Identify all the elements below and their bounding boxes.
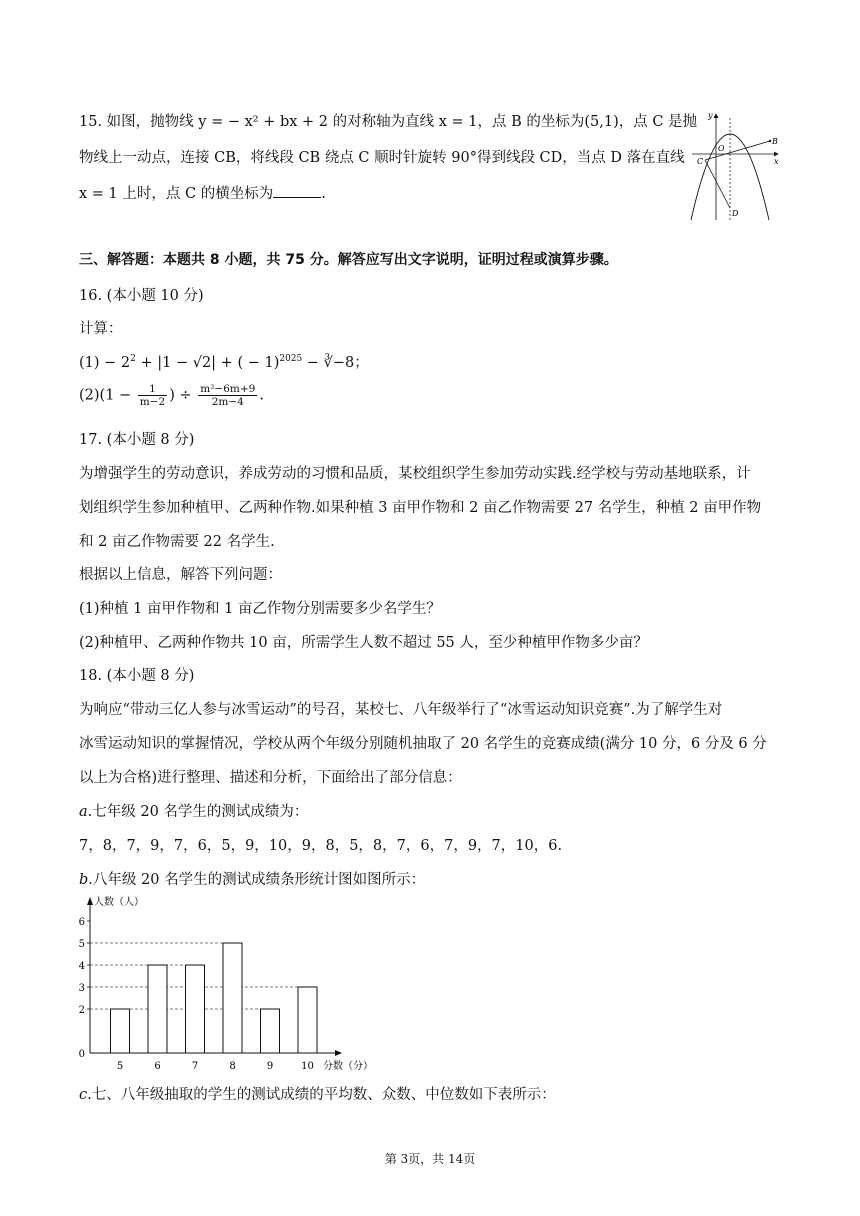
- y-tick-label-3: 3: [78, 983, 85, 994]
- label-o: O: [718, 144, 725, 153]
- y-tick-label-5: 5: [78, 939, 85, 950]
- fraction-2-num: m²−6m+9: [200, 383, 256, 395]
- y-tick-label-4: 4: [78, 961, 85, 972]
- label-c: C: [697, 157, 704, 166]
- q15-line-1: 15. 如图，抛物线 y = − x² + bx + 2 的对称轴为直线 x = 1，点 B 的坐标为(5,1)，点 C 是抛: [79, 114, 698, 130]
- q18-line-2: 冰雪运动知识的掌握情况，学校从两个年级分别随机抽取了 20 名学生的竞赛成绩(满分 10 分，6 分及 6 分: [79, 736, 767, 752]
- bar-10: [298, 987, 317, 1053]
- page-footer: 第 3页，共 14页: [384, 1152, 476, 1166]
- y-axis-label: 人数（人）: [94, 897, 144, 908]
- q18-item-c: [79, 1083, 556, 1104]
- label-x: x: [774, 157, 779, 166]
- q16-p1-prefix: (1) − 2: [79, 355, 131, 371]
- x-axis-label: 分数（分）: [323, 1061, 373, 1072]
- bar-9: [261, 1009, 280, 1053]
- q15-line-2: 物线上一动点，连接 CB，将线段 CB 绕点 C 顺时针旋转 90°得到线段 CD，当点 D 落在直线: [79, 150, 685, 166]
- item-a-text: 七年级 20 名学生的测试成绩为：: [92, 804, 309, 820]
- q18-item-b: [79, 868, 425, 889]
- x-tick-label-6: 6: [154, 1061, 161, 1072]
- label-b: B: [772, 137, 778, 146]
- q17-line-2: 划组织学生参加种植甲、乙两种作物.如果种植 3 亩甲作物和 2 亩乙作物需要 27 名学生，种植 2 亩甲作物: [79, 500, 762, 516]
- item-c-label: c.: [79, 1087, 92, 1103]
- fraction-2-den: 2m−4: [211, 396, 244, 408]
- q15-line-3-text: x = 1 上时，点 C 的横坐标为: [79, 186, 274, 202]
- q17-part-1: (1)种植 1 亩甲作物和 1 亩乙作物分别需要多少名学生？: [79, 601, 441, 617]
- q16-header: 16. (本小题 10 分): [79, 288, 204, 304]
- q16-p1-exp: 2: [130, 354, 136, 364]
- x-tick-label-7: 7: [191, 1061, 199, 1072]
- fraction-1: [138, 383, 167, 408]
- bar-6: [148, 965, 167, 1053]
- q16-p1-exp2: 2025: [279, 354, 303, 364]
- q17-line-4: 根据以上信息，解答下列问题：: [79, 567, 282, 583]
- fraction-1-num: 1: [138, 383, 167, 396]
- answer-blank: [273, 183, 321, 198]
- bar-7: [186, 965, 205, 1053]
- q16-part-1: [79, 351, 369, 372]
- label-d: D: [732, 209, 739, 218]
- x-tick-label-10: 10: [301, 1061, 314, 1072]
- q18-line-3: 以上为合格)进行整理、描述和分析，下面给出了部分信息：: [79, 770, 462, 786]
- x-tick-label-5: 5: [116, 1061, 124, 1072]
- x-axis-arrow: [335, 1050, 342, 1056]
- q18-item-a: [79, 800, 308, 821]
- q16-part-2: [79, 383, 264, 408]
- item-c-text: 七、八年级抽取的学生的测试成绩的平均数、众数、中位数如下表所示：: [91, 1087, 556, 1103]
- fraction-2: [198, 383, 257, 408]
- fraction-1-den: m−2: [139, 396, 166, 408]
- x-tick-label-9: 9: [266, 1061, 274, 1072]
- item-b-label: b.: [79, 872, 93, 888]
- item-b-text: 八年级 20 名学生的测试成绩条形统计图如图所示：: [92, 872, 426, 888]
- q16-p1-mid: + |1 − √2| + ( − 1): [135, 355, 280, 371]
- segment-cb: [705, 141, 770, 160]
- segment-cd: [705, 160, 730, 208]
- y-tick-label-0: 0: [78, 1049, 85, 1060]
- q17-line-3: 和 2 亩乙作物需要 22 名学生.: [79, 534, 275, 550]
- grade8-score-bar-chart: [70, 893, 380, 1073]
- item-a-label: a.: [79, 804, 93, 820]
- y-tick-label-6: 6: [78, 917, 85, 928]
- q17-header: 17. (本小题 8 分): [79, 432, 195, 448]
- x-tick-label-8: 8: [229, 1061, 236, 1072]
- bar-8: [223, 943, 242, 1053]
- q18-line-1: 为响应“带动三亿人参与冰雪运动”的号召，某校七、八年级举行了“冰雪运动知识竞赛”.为了解学生对: [79, 702, 723, 718]
- q17-part-2: (2)种植甲、乙两种作物共 10 亩，所需学生人数不超过 55 人，至少种植甲作物多少亩？: [79, 635, 648, 651]
- q16-p1-end: − ∛−8；: [302, 355, 369, 371]
- q15-line-3: [79, 182, 326, 203]
- q18-a-scores: 7，8，7，9，7，6，5，9，10，9，8，5，8，7，6，7，9，7，10，6.: [79, 838, 563, 854]
- y-tick-label-2: 2: [78, 1005, 85, 1016]
- q15-parabola-figure: [688, 108, 788, 226]
- bar-5: [111, 1009, 130, 1053]
- section-three-heading: 三、解答题：本题共 8 小题，共 75 分。解答应写出文字说明，证明过程或演算步骤。: [79, 252, 618, 268]
- y-axis-arrow: [87, 897, 93, 905]
- q16-p2-end: .: [259, 387, 264, 404]
- q16-p2-prefix: (2)(1 −: [79, 387, 132, 404]
- q15-line-3-end: .: [321, 186, 326, 202]
- q18-header: 18. (本小题 8 分): [79, 668, 195, 684]
- q16-intro: 计算：: [79, 321, 123, 337]
- label-y: y: [708, 111, 713, 120]
- q16-p2-mid: ) ÷: [169, 387, 192, 404]
- q17-line-1: 为增强学生的劳动意识，养成劳动的习惯和品质，某校组织学生参加劳动实践.经学校与劳动基地联系，计: [79, 466, 751, 482]
